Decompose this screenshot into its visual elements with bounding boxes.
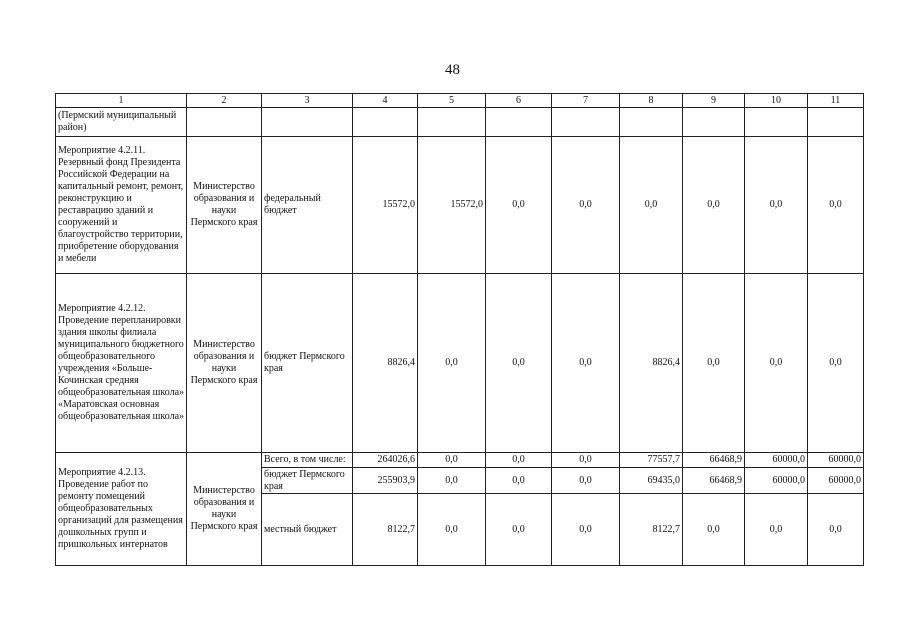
column-header: 3 xyxy=(262,94,353,108)
program-budget-table xyxy=(55,93,864,566)
value-cell: 0,0 xyxy=(745,494,808,566)
value-cell: 69435,0 xyxy=(620,468,683,494)
column-header: 8 xyxy=(620,94,683,108)
value-cell: 0,0 xyxy=(552,468,620,494)
page-number: 48 xyxy=(445,62,460,78)
table-row xyxy=(56,108,864,137)
value-cell: 0,0 xyxy=(418,494,486,566)
value-cell: 0,0 xyxy=(486,468,552,494)
value-cell: 264026,6 xyxy=(353,453,418,468)
value-cell: 60000,0 xyxy=(745,468,808,494)
funding-source-cell: местный бюджет xyxy=(262,494,353,566)
value-cell: 77557,7 xyxy=(620,453,683,468)
funding-source-cell: бюджет Пермского края xyxy=(262,468,353,494)
column-header: 7 xyxy=(552,94,620,108)
column-header: 11 xyxy=(808,94,864,108)
activity-cell: Мероприятие 4.2.11. Резервный фонд Президента Российской Федерации на капитальный ремонт, ремонт, реконструкцию и реставрацию зданий и сооружений и благоустройство территории, приобретение оборудования и мебели xyxy=(56,137,187,274)
value-cell: 0,0 xyxy=(552,453,620,468)
value-cell: 66468,9 xyxy=(683,468,745,494)
activity-cell: Мероприятие 4.2.12. Проведение перепланировки здания школы филиала муниципального бюджетного общеобразовательного учреждения «Больше-Кочинская средняя общеобразовательная школа» «Маратовская основная общеобразовательная школа» xyxy=(56,274,187,453)
value-cell: 0,0 xyxy=(486,274,552,453)
value-cell: 0,0 xyxy=(418,274,486,453)
value-cell: 0,0 xyxy=(683,274,745,453)
value-cell: 8826,4 xyxy=(353,274,418,453)
executor-cell: Министерство образования и науки Пермского края xyxy=(187,274,262,453)
value-cell: 0,0 xyxy=(808,274,864,453)
value-cell: 60000,0 xyxy=(808,453,864,468)
column-header: 4 xyxy=(353,94,418,108)
funding-source-cell: бюджет Пермского края xyxy=(262,274,353,453)
value-cell: 0,0 xyxy=(745,137,808,274)
column-header: 9 xyxy=(683,94,745,108)
value-cell: 0,0 xyxy=(486,494,552,566)
executor-cell: Министерство образования и науки Пермского края xyxy=(187,453,262,566)
value-cell: 0,0 xyxy=(418,453,486,468)
table-row xyxy=(56,137,864,274)
value-cell: 60000,0 xyxy=(808,468,864,494)
value-cell: 0,0 xyxy=(683,137,745,274)
column-header: 5 xyxy=(418,94,486,108)
activity-cell: Мероприятие 4.2.13. Проведение работ по ремонту помещений общеобразовательных организаций для размещения дошкольных групп и пришкольных интернатов xyxy=(56,453,187,566)
value-cell: 15572,0 xyxy=(353,137,418,274)
value-cell: 0,0 xyxy=(683,494,745,566)
value-cell: 60000,0 xyxy=(745,453,808,468)
value-cell: 15572,0 xyxy=(418,137,486,274)
value-cell: 0,0 xyxy=(552,274,620,453)
column-header: 2 xyxy=(187,94,262,108)
funding-source-cell: Всего, в том числе: xyxy=(262,453,353,468)
value-cell: 0,0 xyxy=(486,453,552,468)
value-cell: 66468,9 xyxy=(683,453,745,468)
value-cell: 0,0 xyxy=(552,137,620,274)
value-cell: 0,0 xyxy=(745,274,808,453)
value-cell: 0,0 xyxy=(808,137,864,274)
column-header: 10 xyxy=(745,94,808,108)
value-cell: 0,0 xyxy=(418,468,486,494)
column-header: 6 xyxy=(486,94,552,108)
table-row xyxy=(56,453,864,468)
value-cell: 0,0 xyxy=(808,494,864,566)
executor-cell: Министерство образования и науки Пермского края xyxy=(187,137,262,274)
table-row xyxy=(56,274,864,453)
value-cell: 0,0 xyxy=(620,137,683,274)
value-cell: 8122,7 xyxy=(353,494,418,566)
activity-cell: (Пермский муниципальный район) xyxy=(56,108,187,137)
value-cell: 8122,7 xyxy=(620,494,683,566)
funding-source-cell: федеральный бюджет xyxy=(262,137,353,274)
column-header: 1 xyxy=(56,94,187,108)
value-cell: 0,0 xyxy=(552,494,620,566)
value-cell: 255903,9 xyxy=(353,468,418,494)
value-cell: 8826,4 xyxy=(620,274,683,453)
column-number-row xyxy=(56,94,864,108)
value-cell: 0,0 xyxy=(486,137,552,274)
